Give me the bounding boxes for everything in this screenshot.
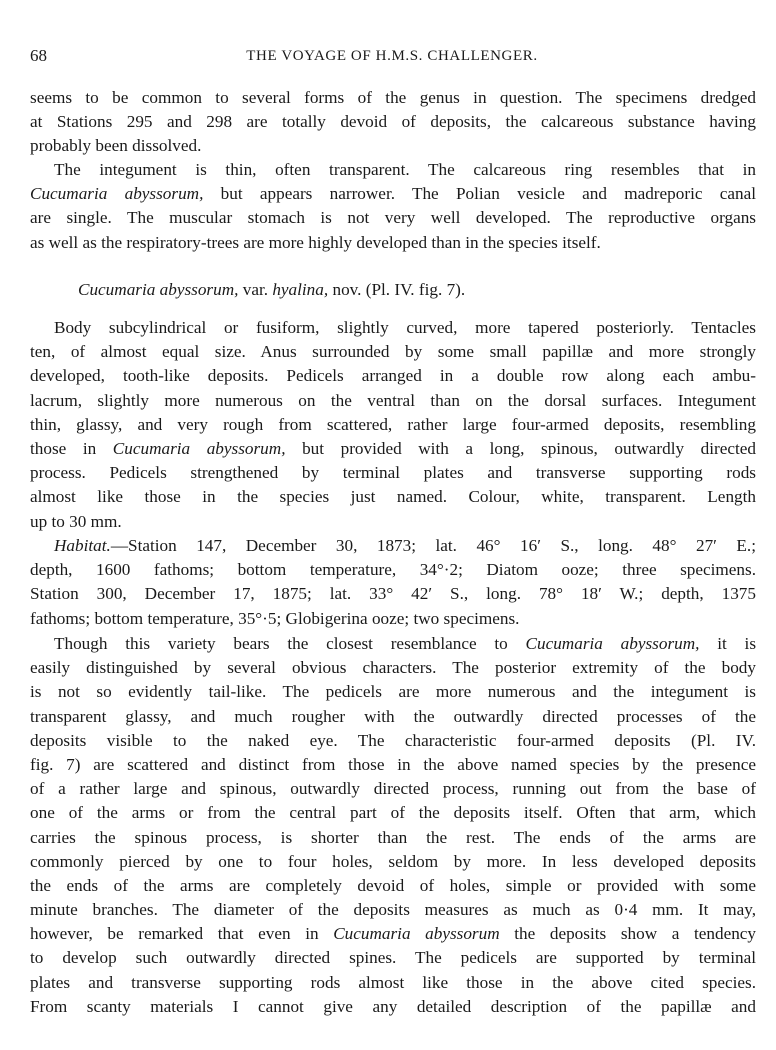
text-line (30, 680, 756, 704)
text-line (30, 558, 756, 582)
text-line (30, 340, 756, 364)
text: The integument is thin, often transparent. The calcareous ring resembles that in (54, 160, 756, 179)
text: the ends of the arms are completely devoid of holes, simple or provided with some (30, 875, 756, 895)
italic-text: Habitat. (54, 536, 111, 555)
text: is not so evidently tail-like. The pedicels are more numerous and the integument is (30, 682, 756, 702)
text-line (30, 922, 756, 946)
text-line (30, 278, 756, 302)
running-title: THE VOYAGE OF H.M.S. CHALLENGER. (246, 48, 538, 64)
text-line (30, 705, 756, 729)
text-line (30, 801, 756, 825)
text: —Station 147, December 30, 1873; lat. 46° 16′ S., long. 48° 27′ E.; (110, 536, 756, 555)
text-line (30, 182, 756, 206)
text-line (30, 607, 756, 631)
text-line (30, 389, 756, 413)
italic-text: hyalina, (272, 280, 329, 299)
text-line (30, 158, 756, 182)
page-header (30, 46, 754, 70)
text-line (30, 582, 756, 606)
section-heading (30, 278, 756, 302)
text: however, be remarked that even in (30, 924, 334, 944)
italic-text: Cucumaria abyssorum (333, 924, 500, 944)
text-line (30, 534, 756, 558)
text-line (30, 850, 756, 874)
text-line (30, 971, 756, 995)
text: ten, of almost equal size. Anus surrounded by some small papillæ and more strongly (30, 342, 756, 362)
text: developed, tooth-like deposits. Pedicels arranged in a double row along each ambu- (30, 366, 756, 386)
text: as well as the respiratory-trees are more highly developed than in the species itself. (30, 232, 601, 252)
text: easily distinguished by several obvious characters. The posterior extremity of the body (30, 658, 756, 678)
text: one of the arms or from the central part of the deposits itself. Often that arm, which (30, 803, 756, 823)
text: of a rather large and spinous, outwardly directed process, running out from the base of (30, 779, 756, 799)
page-number: 68 (30, 46, 47, 65)
text: thin, glassy, and very rough from scattered, rather large four-armed deposits, resembling (30, 414, 756, 434)
italic-text: Cucumaria abyssorum, (112, 438, 286, 458)
text-line (30, 110, 756, 134)
text: var. (238, 280, 273, 299)
text: fig. 7) are scattered and distinct from those in the above named species by the presence (30, 754, 756, 774)
text-line (30, 510, 756, 534)
text: From scanty materials I cannot give any detailed description of the papillæ and (30, 996, 756, 1016)
text: up to 30 mm. (30, 511, 122, 531)
text-line (30, 632, 756, 656)
text-line (30, 777, 756, 801)
text: nov. (Pl. IV. fig. 7). (328, 280, 466, 299)
text-line (30, 206, 756, 230)
text: plates and transverse supporting rods almost like those in the above cited species. (30, 972, 756, 992)
text: those in (30, 438, 113, 458)
text-line (30, 995, 756, 1019)
text-line (30, 316, 756, 340)
text: at Stations 295 and 298 are totally devoid of deposits, the calcareous substance having (30, 112, 756, 132)
paragraph-habitat (30, 534, 756, 631)
text: Body subcylindrical or fusiform, slightly curved, more tapered posteriorly. Tentacles (54, 318, 756, 337)
text-line (30, 946, 756, 970)
text-line (30, 413, 756, 437)
text-line (30, 86, 756, 110)
text: minute branches. The diameter of the deposits measures as much as 0·4 mm. It may, (30, 900, 756, 920)
text: Station 300, December 17, 1875; lat. 33° 42′ S., long. 78° 18′ W.; depth, 1375 (30, 584, 756, 604)
italic-text: Cucumaria abyssorum, (78, 280, 239, 299)
text: fathoms; bottom temperature, 35°·5; Globigerina ooze; two specimens. (30, 608, 520, 628)
text-line (30, 231, 756, 255)
text: it is (699, 634, 757, 653)
text-line (30, 656, 756, 680)
text: commonly pierced by one to four holes, seldom by more. In less developed deposits (30, 851, 756, 871)
text: lacrum, slightly more numerous on the ventral than on the dorsal surfaces. Integument (30, 390, 756, 410)
paragraph-continued (30, 86, 756, 159)
text-line (30, 729, 756, 753)
text: depth, 1600 fathoms; bottom temperature, 34°·2; Diatom ooze; three specimens. (30, 560, 756, 580)
text: carries the spinous process, is shorter than the rest. The ends of the arms are (30, 827, 756, 847)
paragraph-remarks (30, 632, 756, 1019)
text-line (30, 753, 756, 777)
text-line (30, 461, 756, 485)
italic-text: Cucumaria abyssorum, (30, 184, 204, 204)
text-line (30, 364, 756, 388)
text: process. Pedicels strengthened by terminal plates and transverse supporting rods (30, 463, 756, 483)
italic-text: Cucumaria abyssorum, (525, 634, 700, 653)
text-line (30, 437, 756, 461)
text: transparent glassy, and much rougher with the outwardly directed processes of the (30, 706, 756, 726)
text-line (30, 134, 756, 158)
text: seems to be common to several forms of the genus in question. The specimens dredged (30, 88, 756, 107)
text: but provided with a long, spinous, outwardly directed (285, 438, 757, 458)
text: are single. The muscular stomach is not very well developed. The reproductive organs (30, 208, 756, 228)
text: Though this variety bears the closest resemblance to (54, 634, 526, 653)
paragraph-description (30, 316, 756, 534)
text: almost like those in the species just named. Colour, white, transparent. Length (30, 487, 756, 507)
text-line (30, 485, 756, 509)
text-line (30, 898, 756, 922)
text: but appears narrower. The Polian vesicle and madreporic canal (203, 184, 756, 204)
paragraph-integument (30, 158, 756, 255)
text: the deposits show a tendency (499, 924, 757, 944)
text: to develop such outwardly directed spines. The pedicels are supported by terminal (30, 948, 756, 968)
text-line (30, 826, 756, 850)
text-line (30, 874, 756, 898)
text: probably been dissolved. (30, 136, 202, 156)
text: deposits visible to the naked eye. The characteristic four-armed deposits (Pl. IV. (30, 730, 756, 750)
